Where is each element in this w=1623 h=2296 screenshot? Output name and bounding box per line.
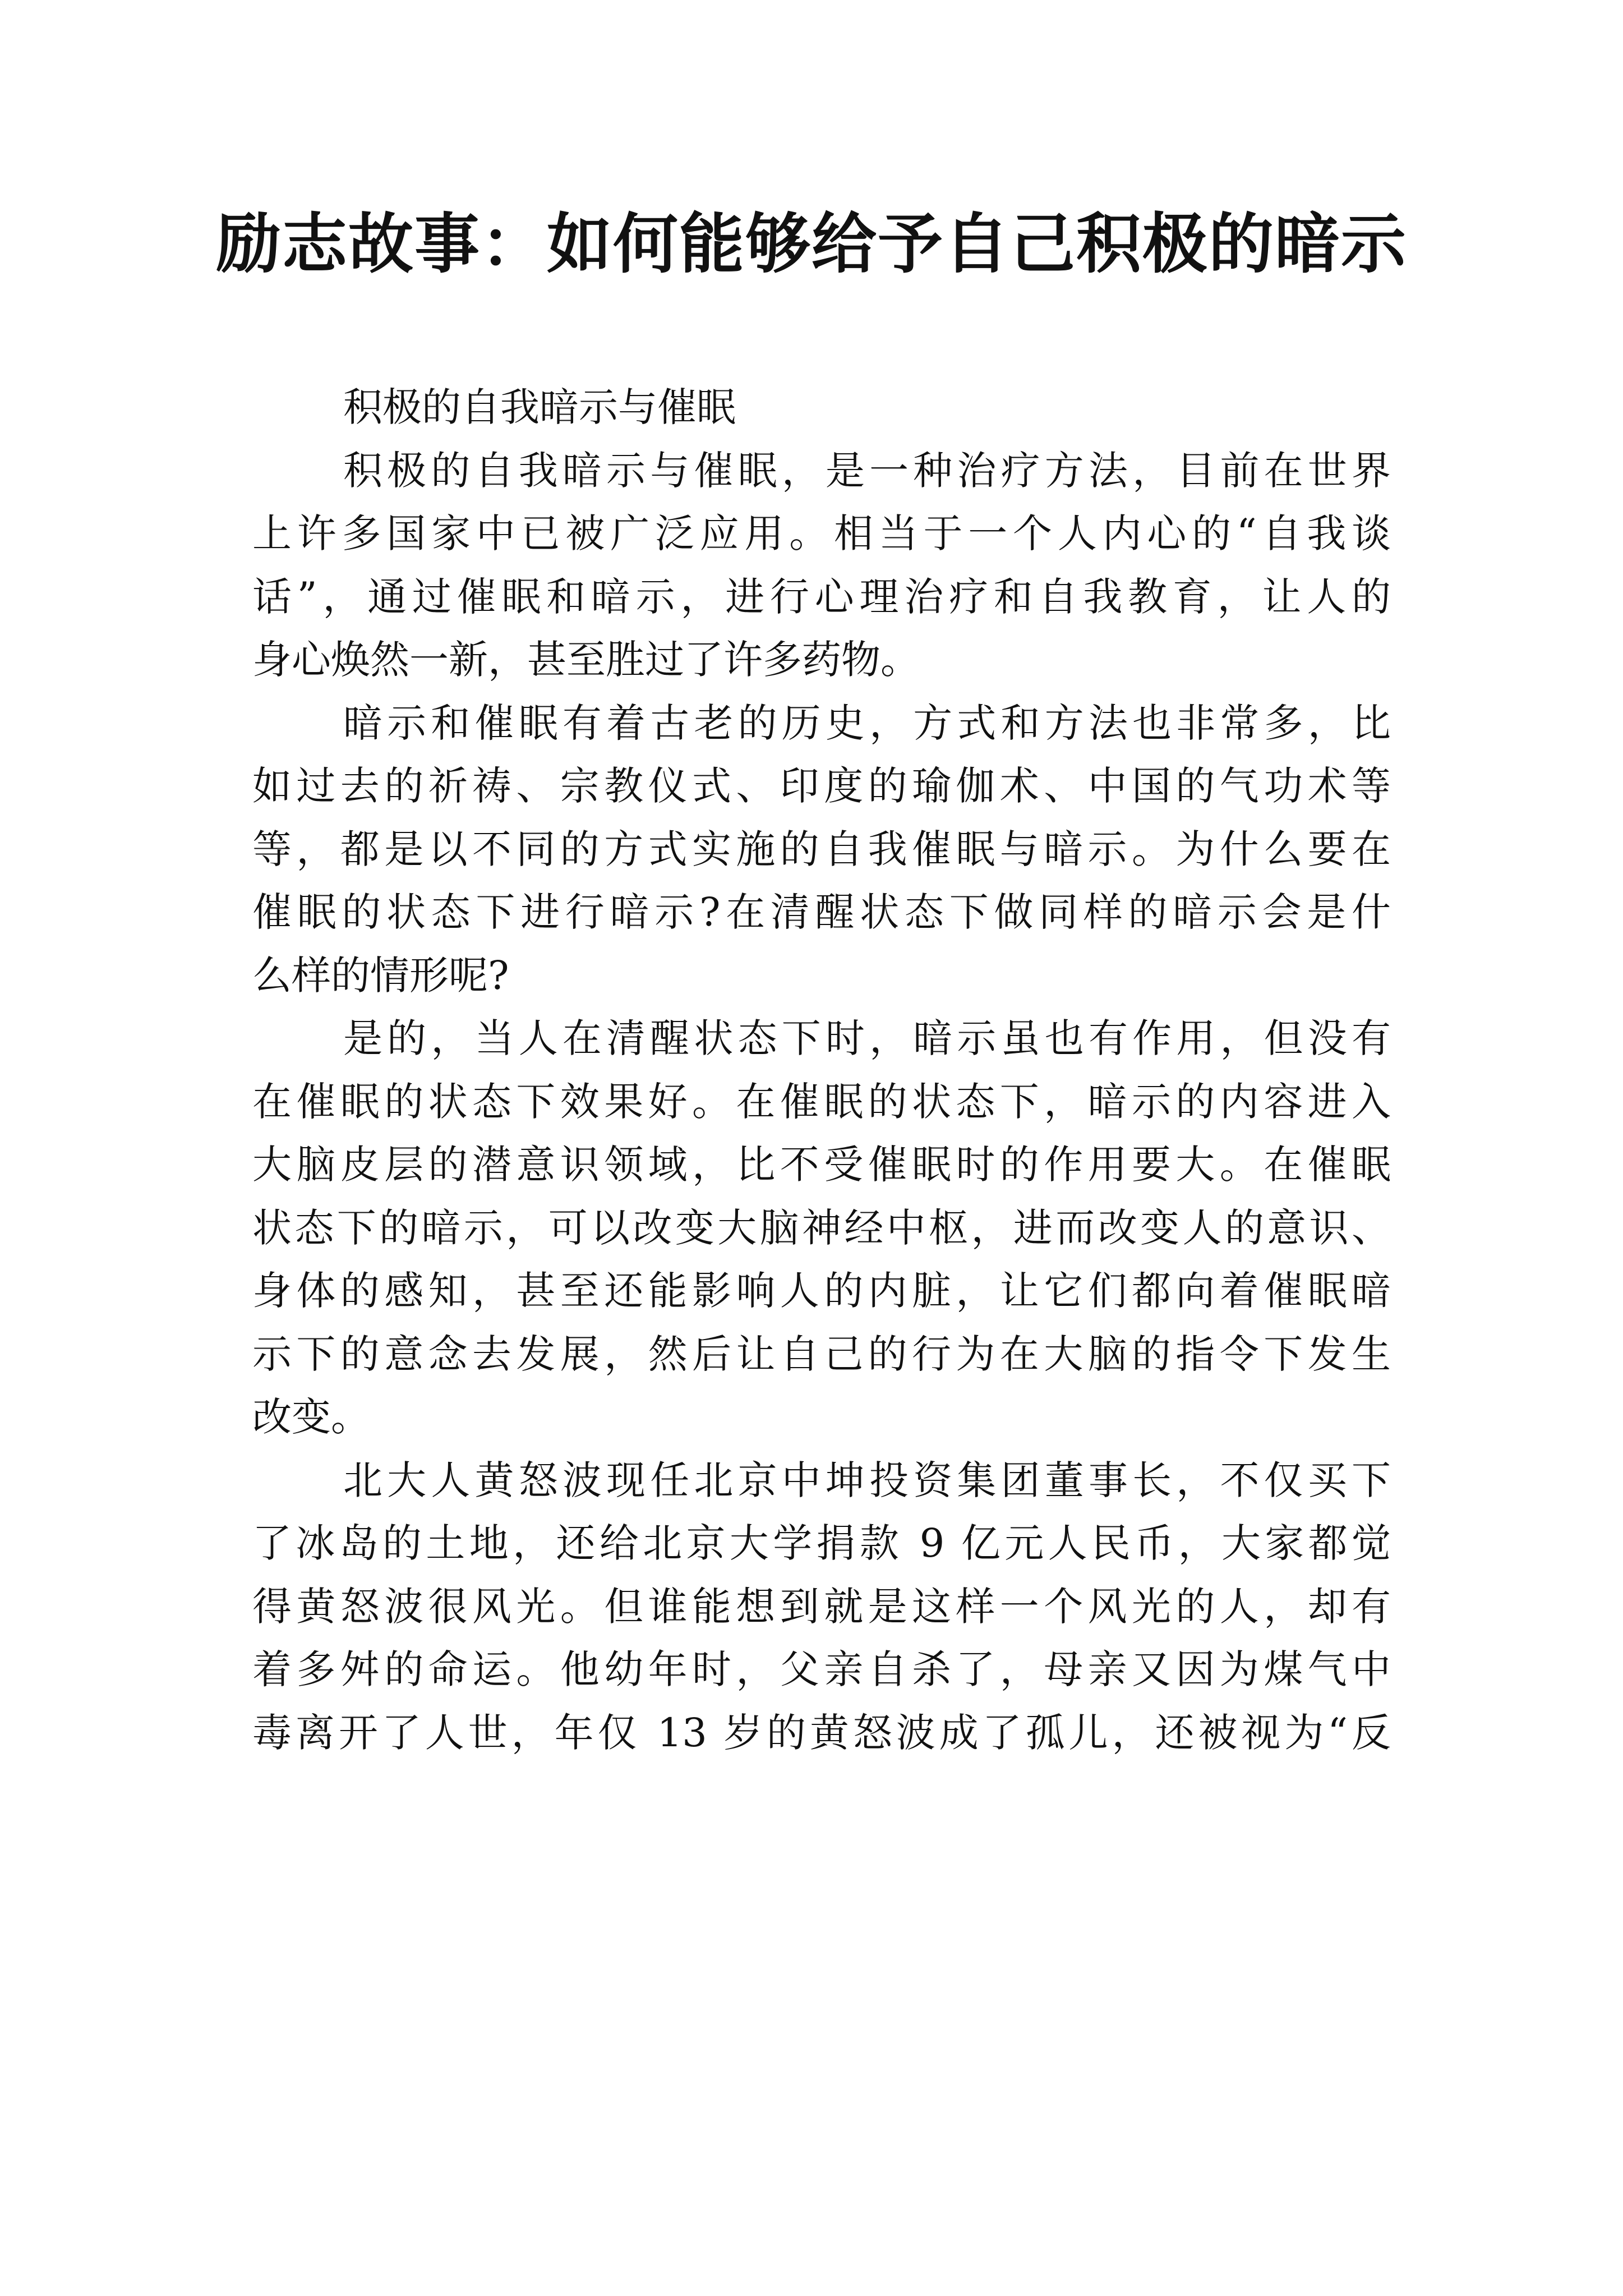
- paragraph-line: 改变。: [252, 1394, 370, 1440]
- paragraph-line: 身体的感知，甚至还能影响人的内脏，让它们都向着催眠暗: [252, 1268, 1391, 1314]
- paragraph-line: 如过去的祈祷、宗教仪式、印度的瑜伽术、中国的气功术等: [252, 763, 1391, 809]
- document-body: [252, 376, 1391, 1764]
- paragraph-line: 么样的情形呢?: [252, 952, 509, 999]
- paragraph-line: 话”，通过催眠和暗示，进行心理治疗和自我教育，让人的: [252, 573, 1391, 620]
- paragraph-line: 是的，当人在清醒状态下时，暗示虽也有作用，但没有: [343, 1015, 1391, 1061]
- paragraph-line: 在催眠的状态下效果好。在催眠的状态下，暗示的内容进入: [252, 1078, 1391, 1125]
- paragraph-line: 得黄怒波很风光。但谁能想到就是这样一个风光的人，却有: [252, 1583, 1391, 1630]
- paragraph-line: 北大人黄怒波现任北京中坤投资集团董事长，不仅买下: [343, 1457, 1391, 1503]
- paragraph-line: 积极的自我暗示与催眠，是一种治疗方法，目前在世界: [343, 447, 1391, 494]
- paragraph-line: 身心焕然一新，甚至胜过了许多药物。: [252, 637, 920, 683]
- paragraph-line: 上许多国家中已被广泛应用。相当于一个人内心的“自我谈: [252, 510, 1391, 556]
- paragraph-line: 催眠的状态下进行暗示?在清醒状态下做同样的暗示会是什: [252, 889, 1391, 935]
- paragraph-line: 着多舛的命运。他幼年时，父亲自杀了，母亲又因为煤气中: [252, 1646, 1391, 1692]
- paragraph-line: 暗示和催眠有着古老的历史，方式和方法也非常多，比: [343, 700, 1391, 746]
- subheading: 积极的自我暗示与催眠: [343, 384, 736, 430]
- paragraph-line: 状态下的暗示，可以改变大脑神经中枢，进而改变人的意识、: [252, 1204, 1391, 1251]
- paragraph-line: 等，都是以不同的方式实施的自我催眠与暗示。为什么要在: [252, 826, 1391, 872]
- paragraph-line: 毒离开了人世，年仅 13 岁的黄怒波成了孤儿，还被视为“反: [252, 1709, 1391, 1756]
- document-title: 励志故事：如何能够给予自己积极的暗示: [216, 206, 1407, 282]
- paragraph-line: 示下的意念去发展，然后让自己的行为在大脑的指令下发生: [252, 1331, 1391, 1377]
- paragraph-line: 大脑皮层的潜意识领域，比不受催眠时的作用要大。在催眠: [252, 1142, 1391, 1188]
- paragraph-line: 了冰岛的土地，还给北京大学捐款 9 亿元人民币，大家都觉: [252, 1520, 1391, 1566]
